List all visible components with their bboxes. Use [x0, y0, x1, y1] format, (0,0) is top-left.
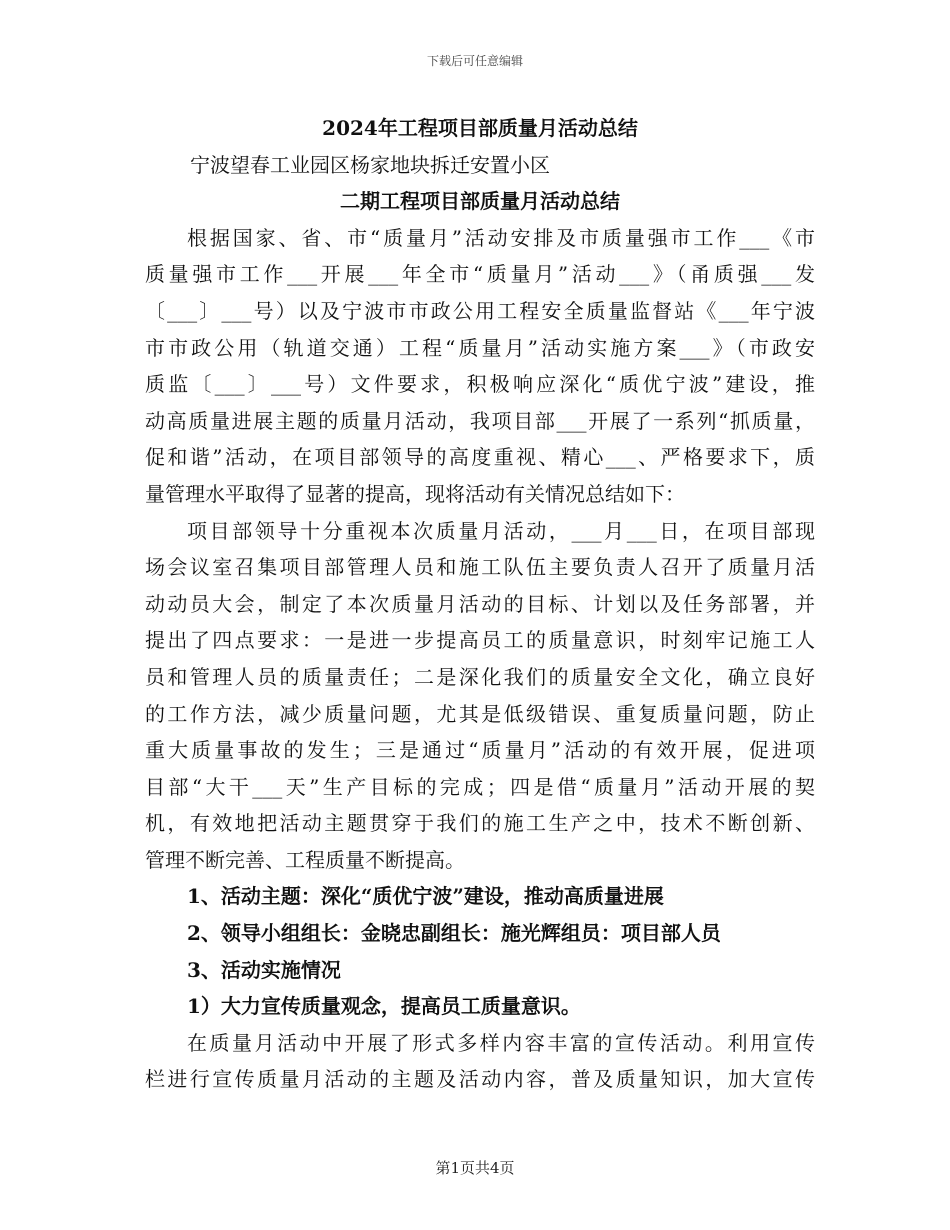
paragraph-2-line: 重大质量事故的发生；三是通过“质量月”活动的有效开展，促进项	[145, 738, 815, 763]
paragraph-2-line: 目部“大干___天”生产目标的完成；四是借“质量月”活动开展的契	[145, 774, 815, 799]
paragraph-1-line: 促和谐”活动，在项目部领导的高度重视、精心___、严格要求下，质	[145, 445, 815, 470]
section-item: 1、活动主题：深化“质优宁波”建设，推动高质量进展	[187, 884, 664, 909]
section-item: 1）大力宣传质量观念，提高员工质量意识。	[187, 994, 581, 1019]
paragraph-2-line: 动动员大会，制定了本次质量月活动的目标、计划以及任务部署，并	[145, 591, 815, 616]
paragraph-3-line: 在质量月活动中开展了形式多样内容丰富的宣传活动。利用宣传	[187, 1030, 815, 1055]
paragraph-1-line: 量管理水平取得了显著的提高，现将活动有关情况总结如下：	[145, 481, 685, 506]
section-item: 3、活动实施情况	[187, 957, 341, 982]
paragraph-1-line: 〔___〕___号）以及宁波市市政公用工程安全质量监督站《___年宁波	[145, 298, 815, 323]
section-item: 2、领导小组组长：金晓忠副组长：施光辉组员：项目部人员	[187, 921, 721, 946]
header-note: 下载后可任意编辑	[426, 54, 523, 68]
paragraph-2-line: 提出了四点要求：一是进一步提高员工的质量意识，时刻牢记施工人	[145, 628, 815, 653]
paragraph-1-line: 质量强市工作___开展___年全市“质量月”活动___》（甬质强___发	[145, 262, 815, 287]
paragraph-1-line: 动高质量进展主题的质量月活动，我项目部___开展了一系列“抓质量，	[145, 408, 815, 433]
paragraph-3-line: 栏进行宣传质量月活动的主题及活动内容，普及质量知识，加大宣传	[145, 1067, 815, 1092]
paragraph-1-line: 市市政公用（轨道交通）工程“质量月”活动实施方案___》（市政安	[145, 335, 815, 360]
paragraph-1-line: 根据国家、省、市“质量月”活动安排及市质量强市工作___《市	[187, 225, 815, 250]
document-title: 2024年工程项目部质量月活动总结	[322, 116, 638, 140]
paragraph-2-line: 的工作方法，减少质量问题，尤其是低级错误、重复质量问题，防止	[145, 701, 815, 726]
paragraph-2-line: 员和管理人员的质量责任；二是深化我们的质量安全文化，确立良好	[145, 664, 815, 689]
paragraph-2-line: 管理不断完善、工程质量不断提高。	[145, 847, 465, 872]
paragraph-2-line: 项目部领导十分重视本次质量月活动，___月___日，在项目部现	[187, 518, 815, 543]
paragraph-2-line: 场会议室召集项目部管理人员和施工队伍主要负责人召开了质量月活	[145, 555, 815, 580]
page-number: 第1页共4页	[435, 1159, 515, 1177]
document-body	[145, 110, 815, 1098]
paragraph-1-line: 质监〔___〕___号）文件要求，积极响应深化“质优宁波”建设，推	[145, 372, 815, 397]
document-subtitle-line-1: 宁波望春工业园区杨家地块拆迁安置小区	[190, 152, 550, 177]
document-subtitle-line-2: 二期工程项目部质量月活动总结	[340, 189, 620, 214]
paragraph-2-line: 机，有效地把活动主题贯穿于我们的施工生产之中，技术不断创新、	[145, 811, 815, 836]
